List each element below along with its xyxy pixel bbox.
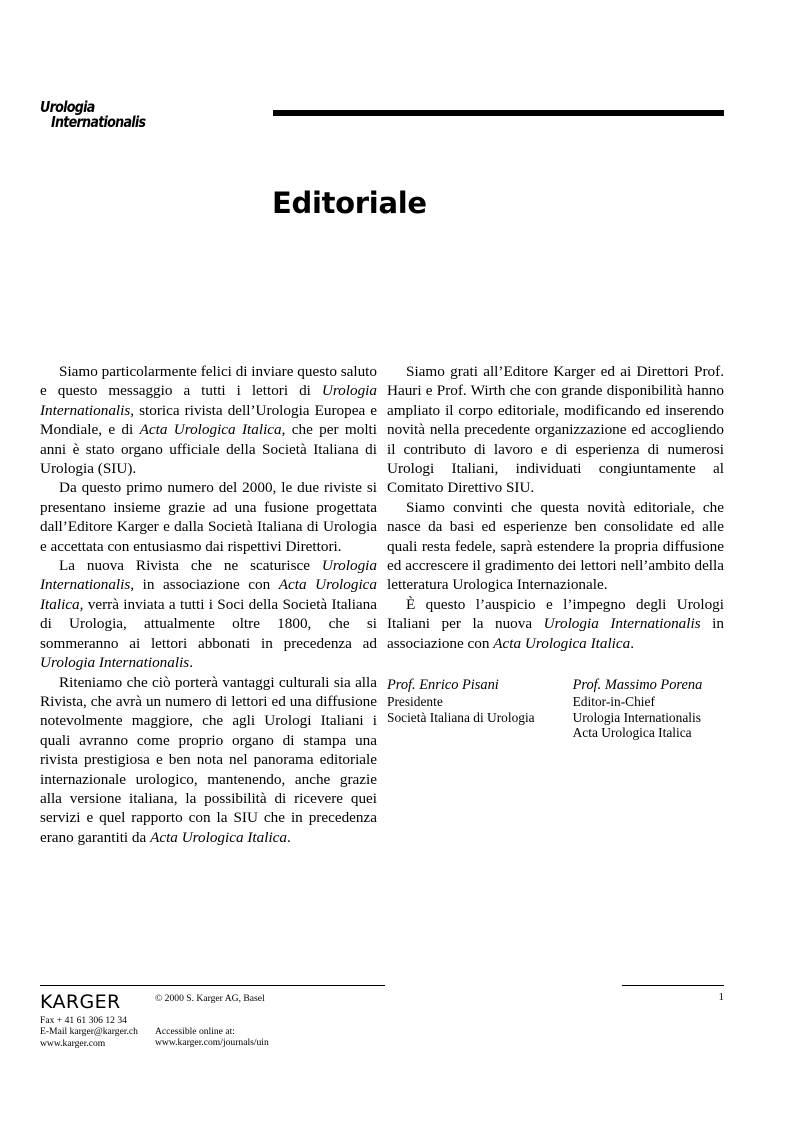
footer-contact-block	[40, 1015, 138, 1049]
body-paragraph: Siamo convinti che questa novità editoriale, che nasce da basi ed esperienze ben consolidate ed alle quali resta fedele, saprà estendere la propria diffusione ed accrescere il gradimento dei lettori nell’ambito della letteratura Urologica Internazionale.	[387, 498, 724, 594]
body-paragraph: Siamo particolarmente felici di inviare questo saluto e questo messaggio a tutti i lettori di Urologia Internationalis, storica rivista dell’Urologia Europea e Mondiale, e di Acta Urologica Italica, che per molti anni è stato organo ufficiale della Società Italiana di Urologia (SIU).	[40, 363, 377, 478]
column-right	[387, 362, 724, 740]
page-number: 1	[718, 991, 724, 1003]
signatory-affiliation: Urologia Internationalis	[572, 709, 701, 725]
masthead-line-urologia: Urologia	[40, 98, 95, 116]
signatory-affiliation: Editor-in-Chief	[572, 694, 655, 710]
karger-publisher-logo: KARGER	[40, 991, 121, 1013]
journal-title-italic: Acta Urologica Italica	[150, 828, 288, 846]
journal-title-italic: Acta Urologica Italica	[139, 421, 282, 439]
body-paragraph: Da questo primo numero del 2000, le due riviste si presentano insieme grazie ad una fusione progettata dall’Editore Karger e dalla Società Italiana di Urologia e accettata con entusiasmo dai rispettivi Direttori.	[40, 479, 377, 555]
journal-masthead-logo	[40, 100, 240, 150]
column-left	[40, 362, 377, 847]
body-paragraph: Siamo grati all’Editore Karger ed ai Direttori Prof. Hauri e Prof. Wirth che con grande disponibilità hanno ampliato il corpo editoriale, modificando ed inserendo novità nella precedente organizzazione ed accogliendo il contributo di lavoro e di esperienza di numerosi Urologi Italiani, individuati congiuntamente al Comitato Direttivo SIU.	[387, 363, 724, 497]
body-paragraph: È questo l’auspicio e l’impegno degli Urologi Italiani per la nuova Urologia Internationalis in associazione con Acta Urologica Italica.	[387, 595, 724, 652]
footer-online-block	[155, 1026, 269, 1049]
journal-title-italic: Urologia Internationalis	[40, 557, 377, 594]
body-paragraph: La nuova Rivista che ne scaturisce Urologia Internationalis, in associazione con Acta Urologica Italica, verrà inviata a tutti i Soci della Società Italiana di Urologia, attualmente oltre 1800, che si sommeranno ai lettori abbonati in precedenza ad Urologia Internationalis.	[40, 557, 377, 672]
footer-fax: Fax + 41 61 306 12 34	[40, 1015, 127, 1026]
signature-block	[387, 676, 724, 740]
footer-website[interactable]: www.karger.com	[40, 1037, 106, 1049]
journal-title-italic: Urologia Internationalis	[40, 654, 190, 672]
signatory-affiliation: Società Italiana di Urologia	[387, 709, 535, 725]
article-body	[40, 362, 724, 847]
journal-title-italic: Urologia Internationalis	[40, 382, 377, 419]
footer-copyright: © 2000 S. Karger AG, Basel	[155, 993, 265, 1004]
signatory-name: Prof. Enrico Pisani	[387, 677, 499, 694]
page-title: Editoriale	[272, 186, 427, 220]
journal-title-italic: Urologia Internationalis	[543, 615, 701, 633]
footer-online-label: Accessible online at:	[155, 1026, 235, 1037]
signatory-affiliation: Presidente	[387, 694, 443, 710]
signatory-affiliation: Acta Urologica Italica	[572, 724, 692, 740]
body-paragraph: Riteniamo che ciò porterà vantaggi culturali sia alla Rivista, che avrà un numero di lettori ed una diffusione notevolmente maggiore, che agli Urologi Italiani i quali avranno come proprio organo di stampa una rivista prestigiosa e ben nota nel panorama editoriale internazionale urologico, mantenendo, anche grazie alla versione italiana, la possibilità di ricevere quei servizi e quel rapporto con la SIU che in precedenza erano garantiti da Acta Urologica Italica.	[40, 673, 377, 846]
signatory-name: Prof. Massimo Porena	[572, 677, 703, 694]
header-divider-rule	[273, 110, 724, 116]
signatory	[573, 676, 703, 740]
footer-online-url[interactable]: www.karger.com/journals/uin	[155, 1037, 269, 1049]
masthead-line-internationalis: Internationalis	[51, 113, 146, 131]
signatory	[387, 676, 535, 725]
footer-email[interactable]: E-Mail karger@karger.ch	[40, 1026, 138, 1038]
footer-rule-right	[622, 985, 724, 986]
footer-rule-left	[40, 985, 385, 986]
journal-title-italic: Acta Urologica Italica	[40, 576, 377, 613]
journal-title-italic: Acta Urologica Italica	[493, 634, 631, 652]
